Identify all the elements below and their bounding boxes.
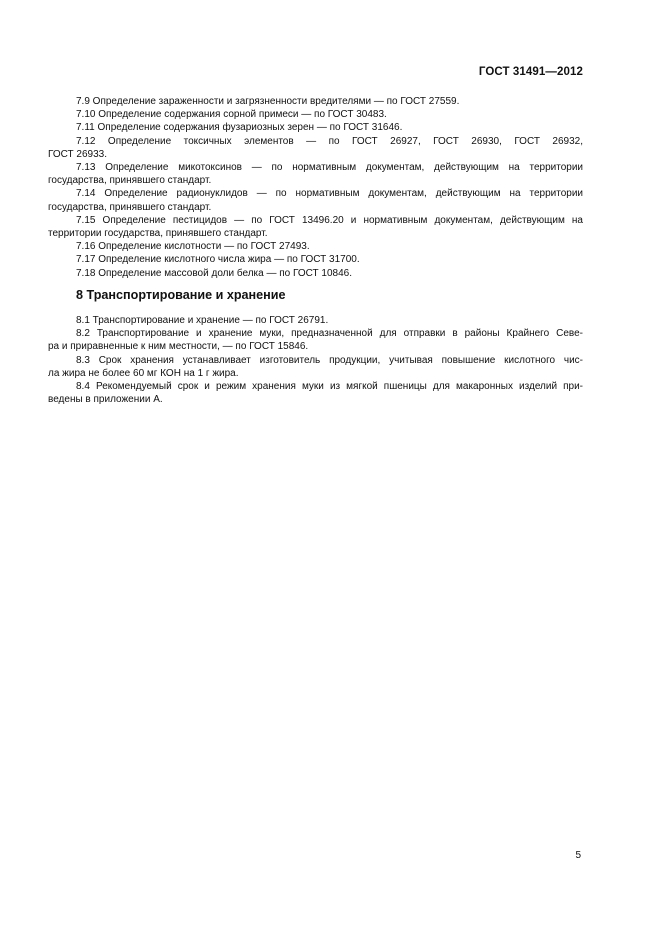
clause-8-2-line1: 8.2 Транспортирование и хранение муки, предназначенной для отправки в районы Крайнего Севе- — [76, 328, 583, 340]
clause-7-10: 7.10 Определение содержания сорной примеси — по ГОСТ 30483. — [76, 109, 387, 121]
clause-7-14-line2: государства, принявшего стандарт. — [48, 201, 212, 213]
clause-7-17: 7.17 Определение кислотного числа жира — по ГОСТ 31700. — [76, 254, 360, 266]
document-code-header: ГОСТ 31491—2012 — [478, 66, 583, 78]
section-7-list — [48, 95, 583, 280]
clause-8-4-line2: ведены в приложении А. — [48, 394, 163, 406]
clause-7-15 — [48, 214, 583, 240]
clause-7-12-line1: 7.12 Определение токсичных элементов — по ГОСТ 26927, ГОСТ 26930, ГОСТ 26932, — [76, 135, 583, 147]
clause-8-1: 8.1 Транспортирование и хранение — по ГОСТ 26791. — [76, 315, 329, 326]
clause-7-13 — [48, 161, 583, 187]
clause-8-3-line2: ла жира не более 60 мг КОН на 1 г жира. — [48, 367, 239, 379]
clause-7-15-line1: 7.15 Определение пестицидов — по ГОСТ 13496.20 и нормативным документам, действующим на — [76, 214, 583, 226]
clause-8-4 — [48, 380, 583, 406]
clause-7-9: 7.9 Определение зараженности и загрязненности вредителями — по ГОСТ 27559. — [76, 96, 460, 107]
clause-7-16: 7.16 Определение кислотности — по ГОСТ 27493. — [76, 241, 310, 253]
clause-8-2-line2: ра и приравненные к ним местности, — по ГОСТ 15846. — [48, 341, 309, 353]
clause-7-14-line1: 7.14 Определение радионуклидов — по нормативным документам, действующим на территории — [76, 188, 583, 200]
clause-7-11: 7.11 Определение содержания фузариозных зерен — по ГОСТ 31646. — [76, 122, 403, 134]
page-number: 5 — [575, 850, 581, 861]
clause-7-12 — [48, 135, 583, 161]
clause-8-2 — [48, 327, 583, 353]
clause-7-13-line1: 7.13 Определение микотоксинов — по нормативным документам, действующим на территории — [76, 162, 583, 174]
section-8-list — [48, 314, 583, 406]
clause-7-13-line2: государства, принявшего стандарт. — [48, 175, 212, 187]
section-8-heading: 8 Транспортирование и хранение — [76, 288, 286, 302]
clause-7-12-line2: ГОСТ 26933. — [48, 148, 107, 160]
clause-7-18: 7.18 Определение массовой доли белка — по ГОСТ 10846. — [76, 267, 353, 279]
clause-7-15-line2: территории государства, принявшего стандарт. — [48, 228, 268, 240]
clause-8-3 — [48, 354, 583, 380]
clause-7-14 — [48, 187, 583, 213]
clause-8-3-line1: 8.3 Срок хранения устанавливает изготовитель продукции, учитывая повышение кислотного чис- — [76, 354, 583, 366]
clause-8-4-line1: 8.4 Рекомендуемый срок и режим хранения муки из мягкой пшеницы для макаронных изделий при- — [76, 381, 583, 393]
